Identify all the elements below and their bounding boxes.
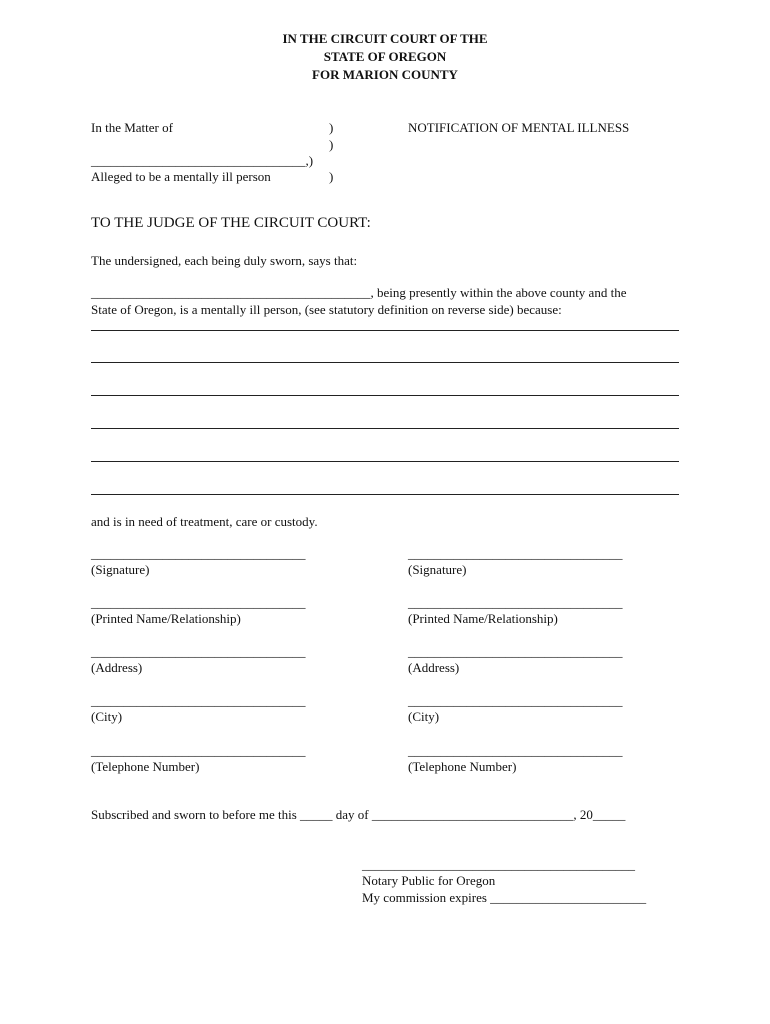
telephone-blank: _________________________________ xyxy=(91,743,306,758)
salutation: TO THE JUDGE OF THE CIRCUIT COURT: xyxy=(91,215,371,231)
address-blank: _________________________________ xyxy=(408,644,623,659)
alleged-label: Alleged to be a mentally ill person xyxy=(91,169,271,184)
reason-line xyxy=(91,428,679,429)
state-statement: State of Oregon, is a mentally ill person, (see statutory definition on reverse side) because: xyxy=(91,302,562,317)
document-title: NOTIFICATION OF MENTAL ILLNESS xyxy=(408,120,630,135)
signature-label: (Signature) xyxy=(91,562,150,577)
notary-title: Notary Public for Oregon xyxy=(362,873,496,888)
subscribed-sworn-line: Subscribed and sworn to before me this _____ day of _______________________________, 20_____ xyxy=(91,807,626,822)
commission-expires-line: My commission expires ________________________ xyxy=(362,890,647,905)
telephone-blank: _________________________________ xyxy=(408,743,623,758)
printed-name-blank: _________________________________ xyxy=(91,595,306,610)
telephone-label: (Telephone Number) xyxy=(408,759,517,774)
city-blank: _________________________________ xyxy=(91,693,306,708)
signature-label: (Signature) xyxy=(408,562,467,577)
caption-paren: ) xyxy=(329,169,334,184)
court-heading-line-1: IN THE CIRCUIT COURT OF THE xyxy=(282,31,488,46)
city-label: (City) xyxy=(91,709,123,724)
address-label: (Address) xyxy=(91,660,143,675)
reason-line xyxy=(91,395,679,396)
reason-line xyxy=(91,461,679,462)
alleged-person-line: ___________________________________________, being presently within the above county and the xyxy=(91,285,627,300)
city-label: (City) xyxy=(408,709,440,724)
telephone-label: (Telephone Number) xyxy=(91,759,200,774)
in-the-matter-label: In the Matter of xyxy=(91,120,173,135)
court-heading-line-2: STATE OF OREGON xyxy=(323,49,447,64)
address-label: (Address) xyxy=(408,660,460,675)
reason-line xyxy=(91,362,679,363)
intro-text: The undersigned, each being duly sworn, says that: xyxy=(91,253,358,268)
closing-statement: and is in need of treatment, care or custody. xyxy=(91,514,318,529)
court-heading-line-3: FOR MARION COUNTY xyxy=(312,67,458,82)
signature-blank: _________________________________ xyxy=(91,546,306,561)
reason-line xyxy=(91,330,679,331)
caption-paren: ) xyxy=(329,137,334,152)
caption-paren: ) xyxy=(329,120,334,135)
address-blank: _________________________________ xyxy=(91,644,306,659)
notary-signature-blank: __________________________________________ xyxy=(362,857,635,872)
signature-blank: _________________________________ xyxy=(408,546,623,561)
city-blank: _________________________________ xyxy=(408,693,623,708)
printed-name-label: (Printed Name/Relationship) xyxy=(91,611,241,626)
respondent-name-blank: _________________________________,) xyxy=(91,153,314,168)
printed-name-blank: _________________________________ xyxy=(408,595,623,610)
printed-name-label: (Printed Name/Relationship) xyxy=(408,611,558,626)
reason-line xyxy=(91,494,679,495)
